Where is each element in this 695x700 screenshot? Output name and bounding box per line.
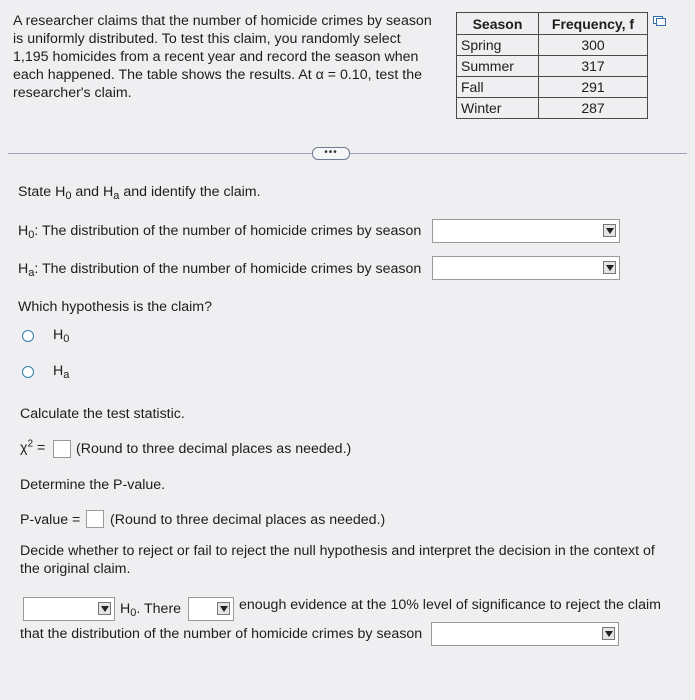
ha-statement: $H_a$: The distribution of the number of homicide crimes by season xyxy=(18,261,422,279)
table-row xyxy=(457,56,648,77)
radio-label-ha: $H_a$ xyxy=(53,363,70,381)
frequency-table xyxy=(456,12,648,119)
season-cell: Spring xyxy=(457,35,539,56)
ha-dropdown[interactable] xyxy=(432,256,620,280)
h0-statement: $H_0$: The distribution of the number of homicide crimes by season xyxy=(18,223,422,241)
test-statistic-prompt: Calculate the test statistic. xyxy=(20,406,185,422)
chevron-down-icon xyxy=(217,602,230,615)
pvalue-input[interactable] xyxy=(86,510,104,528)
decision-evidence-text: enough evidence at the 10% level of significance to reject the claim xyxy=(239,597,661,613)
pvalue-prompt: Determine the P-value. xyxy=(20,477,166,493)
frequency-cell: 287 xyxy=(539,98,648,119)
season-cell: Summer xyxy=(457,56,539,77)
radio-claim-ha[interactable] xyxy=(22,366,34,378)
chi-square-input[interactable] xyxy=(53,440,71,458)
table-header-row xyxy=(457,13,648,35)
claim-conclusion-dropdown[interactable] xyxy=(431,622,619,646)
season-cell: Winter xyxy=(457,98,539,119)
table-row xyxy=(457,35,648,56)
pvalue-label: P-value = xyxy=(20,512,81,528)
problem-statement: A researcher claims that the number of homicide crimes by season is uniformly distributed. To test this claim, you randomly select 1,195 homicides from a recent year and record the season when each happened. The table shows the results. At α = 0.10, test the researcher's claim. xyxy=(13,13,432,101)
frequency-cell: 291 xyxy=(539,77,648,98)
copy-table-icon[interactable] xyxy=(653,16,666,26)
h0-dropdown[interactable] xyxy=(432,219,620,243)
decision-claim-text: that the distribution of the number of homicide crimes by season xyxy=(20,626,423,642)
hypotheses-prompt: State $H_0$ and $H_a$ and identify the claim. xyxy=(18,184,261,202)
decision-prompt: Decide whether to reject or fail to reject the null hypothesis and interpret the decision in the context of the original claim. xyxy=(20,543,655,577)
evidence-dropdown[interactable] xyxy=(188,597,234,621)
table-row xyxy=(457,77,648,98)
column-header-frequency: Frequency, f xyxy=(539,13,648,35)
chevron-down-icon xyxy=(603,224,616,237)
chi-square-hint: (Round to three decimal places as needed.) xyxy=(76,441,352,457)
table-row xyxy=(457,98,648,119)
claim-question: Which hypothesis is the claim? xyxy=(18,299,212,315)
chi-square-label: $\chi^2$ = xyxy=(20,438,46,456)
decision-h0-text: $H_0$. There xyxy=(120,601,182,619)
season-cell: Fall xyxy=(457,77,539,98)
chevron-down-icon xyxy=(603,261,616,274)
frequency-cell: 300 xyxy=(539,35,648,56)
chevron-down-icon xyxy=(98,602,111,615)
reject-decision-dropdown[interactable] xyxy=(23,597,115,621)
chevron-down-icon xyxy=(602,627,615,640)
radio-label-h0: $H_0$ xyxy=(53,327,70,345)
column-header-season: Season xyxy=(457,13,539,35)
radio-claim-h0[interactable] xyxy=(22,330,34,342)
expand-more-button[interactable]: ••• xyxy=(312,147,350,160)
frequency-cell: 317 xyxy=(539,56,648,77)
pvalue-hint: (Round to three decimal places as needed.) xyxy=(110,512,386,528)
